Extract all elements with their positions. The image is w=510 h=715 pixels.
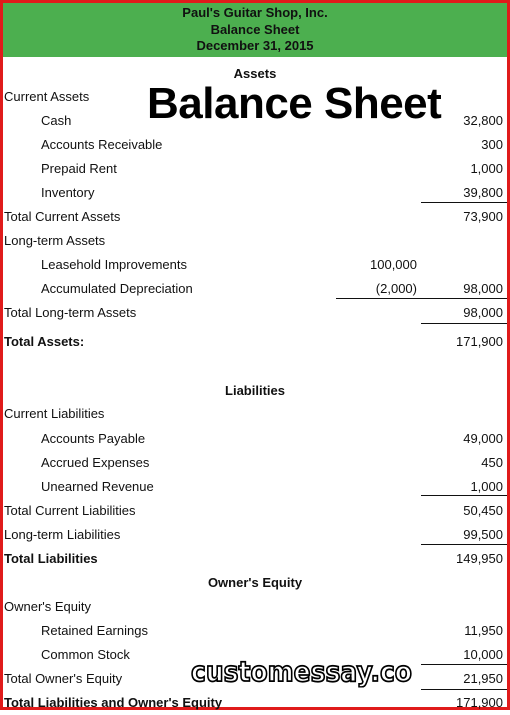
equity-heading: Owner's Equity xyxy=(207,575,303,590)
leasehold-label: Leasehold Improvements xyxy=(41,257,187,272)
current-assets-label: Current Assets xyxy=(4,89,90,104)
longterm-assets-label: Long-term Assets xyxy=(4,233,106,248)
statement-title: Balance Sheet xyxy=(210,21,300,37)
total-equity-label: Total Owner's Equity xyxy=(4,671,123,686)
common-label: Common Stock xyxy=(41,647,130,662)
rule-inventory xyxy=(421,202,507,203)
total-liabilities-value: 149,950 xyxy=(456,551,503,566)
total-current-assets-label: Total Current Assets xyxy=(4,209,121,224)
grand-total-row xyxy=(3,695,507,715)
accrued-row xyxy=(3,455,507,475)
prepaid-value: 1,000 xyxy=(470,161,503,176)
total-liabilities-row xyxy=(3,551,507,571)
cash-label: Cash xyxy=(41,113,72,128)
longterm-liabilities-value: 99,500 xyxy=(463,527,503,542)
longterm-assets-row xyxy=(3,233,507,253)
watermark-text: customessay.co xyxy=(191,655,412,688)
inventory-label: Inventory xyxy=(41,185,95,200)
inventory-value: 39,800 xyxy=(463,185,503,200)
cash-value: 32,800 xyxy=(463,113,503,128)
rule-accum-dep xyxy=(336,298,421,299)
ar-label: Accounts Receivable xyxy=(41,137,163,152)
total-current-assets-row xyxy=(3,209,507,229)
retained-value: 11,950 xyxy=(464,623,503,638)
grand-total-label: Total Liabilities and Owner's Equity xyxy=(4,695,223,710)
leasehold-value: 100,000 xyxy=(370,257,417,272)
sheet-header xyxy=(3,3,507,57)
accum-dep-net: 98,000 xyxy=(463,281,503,296)
equity-section-label: Owner's Equity xyxy=(4,599,92,614)
total-assets-row xyxy=(3,334,507,354)
overlay-title: Balance Sheet xyxy=(147,79,442,128)
rule-longterm-liabilities xyxy=(421,544,507,545)
total-longterm-assets-row xyxy=(3,305,507,325)
ap-label: Accounts Payable xyxy=(41,431,146,446)
unearned-value: 1,000 xyxy=(470,479,503,494)
ar-row xyxy=(3,137,507,157)
accrued-label: Accrued Expenses xyxy=(41,455,150,470)
total-liabilities-label: Total Liabilities xyxy=(4,551,98,566)
accrued-value: 450 xyxy=(481,455,503,470)
assets-heading: Assets xyxy=(233,66,277,81)
company-name: Paul's Guitar Shop, Inc. xyxy=(182,5,328,20)
total-current-liabilities-label: Total Current Liabilities xyxy=(4,503,136,518)
equity-section-row xyxy=(3,599,507,619)
unearned-row xyxy=(3,479,507,499)
total-equity-value: 21,950 xyxy=(463,671,503,686)
total-current-liabilities-value: 50,450 xyxy=(463,503,503,518)
longterm-liabilities-label: Long-term Liabilities xyxy=(4,527,121,542)
rule-accum-net xyxy=(421,298,507,299)
accum-dep-label: Accumulated Depreciation xyxy=(41,281,193,296)
rule-unearned xyxy=(421,495,507,496)
total-assets-label: Total Assets: xyxy=(4,334,85,349)
total-longterm-assets-label: Total Long-term Assets xyxy=(4,305,137,320)
retained-row xyxy=(3,623,507,643)
liabilities-heading: Liabilities xyxy=(225,383,285,398)
accum-dep-value: (2,000) xyxy=(375,281,417,296)
common-value: 10,000 xyxy=(463,647,503,662)
unearned-label: Unearned Revenue xyxy=(41,479,154,494)
ap-row xyxy=(3,431,507,451)
prepaid-label: Prepaid Rent xyxy=(41,161,117,176)
grand-total-value: 171,900 xyxy=(456,695,503,710)
rule-total-longterm xyxy=(421,323,507,324)
current-liabilities-row xyxy=(3,406,507,426)
leasehold-row xyxy=(3,257,507,277)
current-liabilities-label: Current Liabilities xyxy=(4,406,105,421)
ap-value: 49,000 xyxy=(463,431,503,446)
rule-total-equity xyxy=(421,689,507,690)
total-current-liabilities-row xyxy=(3,503,507,523)
prepaid-row xyxy=(3,161,507,181)
total-assets-value: 171,900 xyxy=(456,334,503,349)
total-current-assets-value: 73,900 xyxy=(463,209,503,224)
total-longterm-assets-value: 98,000 xyxy=(463,305,503,320)
ar-value: 300 xyxy=(481,137,503,152)
rule-common xyxy=(421,664,507,665)
statement-date: December 31, 2015 xyxy=(196,38,314,53)
retained-label: Retained Earnings xyxy=(41,623,148,638)
